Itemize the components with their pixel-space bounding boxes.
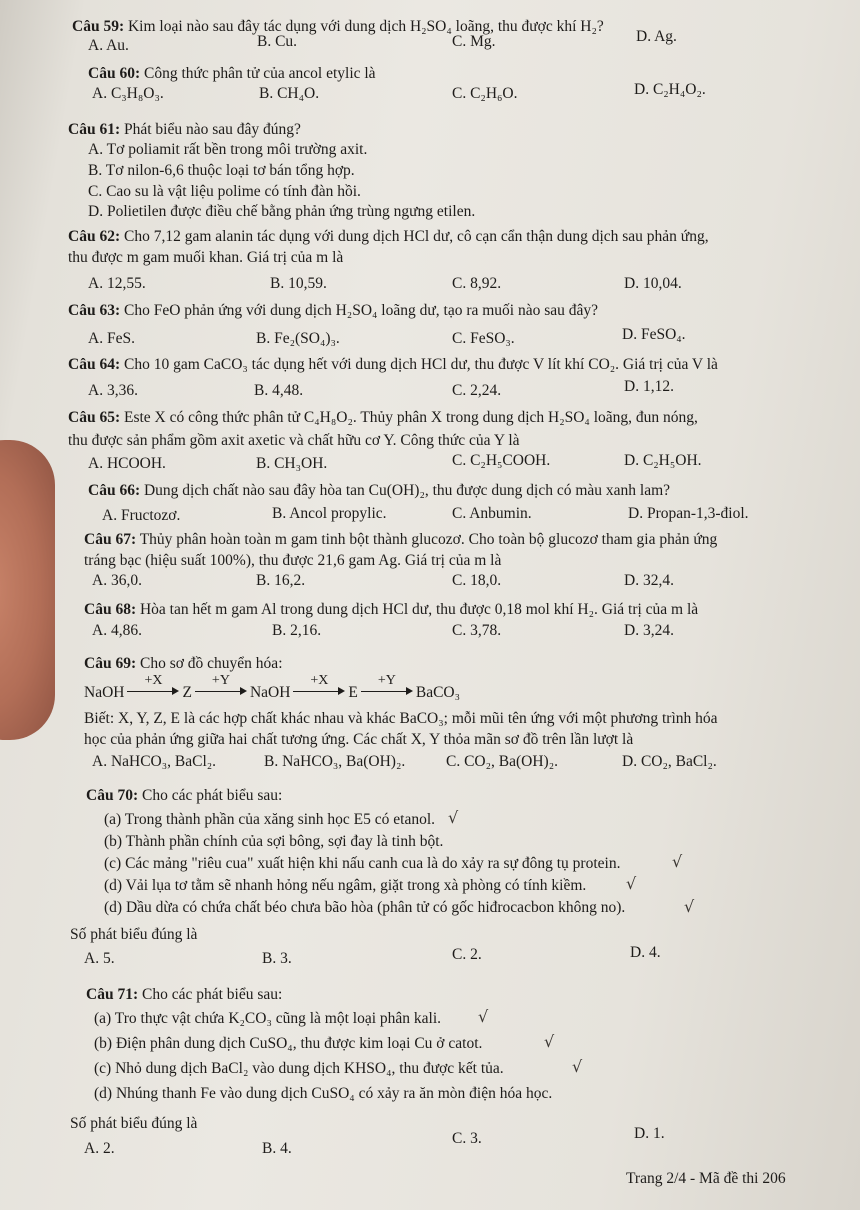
question-text: Este X có công thức phân tử C₄H₈O₂. Thủy phân X trong dung dịch H₂SO₄ loãng, đun nóng, bbox=[123, 409, 698, 426]
question-67 bbox=[84, 531, 717, 549]
question-number: Câu 59: bbox=[72, 18, 125, 35]
option-c: C. Anbumin. bbox=[452, 505, 532, 522]
handwritten-checkmark: √ bbox=[572, 1057, 583, 1076]
scheme-species: Z bbox=[182, 684, 192, 701]
page-footer: Trang 2/4 - Mã đề thi 206 bbox=[626, 1170, 786, 1187]
reaction-arrow bbox=[195, 673, 247, 699]
option-b: B. 4. bbox=[262, 1140, 292, 1157]
question-69-continued: học của phản ứng giữa hai chất tương ứng. Các chất X, Y thỏa mãn sơ đồ trên lần lượt là bbox=[84, 731, 634, 748]
option-b: B. CH₄O. bbox=[259, 85, 320, 102]
handwritten-checkmark: √ bbox=[626, 874, 637, 893]
question-number: Câu 66: bbox=[88, 482, 141, 499]
option-d: D. FeSO₄. bbox=[622, 326, 686, 343]
statement-d: (d) Vải lụa tơ tằm sẽ nhanh hỏng nếu ngâm, giặt trong xà phòng có tính kiềm. bbox=[104, 877, 587, 894]
option-c: C. 3. bbox=[452, 1130, 482, 1147]
question-text: Dung dịch chất nào sau đây hòa tan Cu(OH)₂, thu được dung dịch có màu xanh lam? bbox=[143, 482, 671, 499]
scheme-species: E bbox=[348, 684, 358, 701]
option-c: C. 3,78. bbox=[452, 622, 502, 639]
scheme-species: BaCO₃ bbox=[415, 684, 461, 701]
handwritten-checkmark: √ bbox=[478, 1007, 489, 1026]
option-d: D. Propan-1,3-điol. bbox=[628, 505, 749, 522]
option-d: D. Polietilen được điều chế bằng phản ứng trùng ngưng etilen. bbox=[88, 203, 476, 220]
option-d: D. CO₂, BaCl₂. bbox=[622, 753, 717, 770]
question-text: Cho 7,12 gam alanin tác dụng với dung dịch HCl dư, cô cạn cẩn thận dung dịch sau phản ứng, bbox=[123, 228, 709, 245]
option-a: A. NaHCO₃, BaCl₂. bbox=[92, 753, 217, 770]
option-c: C. C₂H₅COOH. bbox=[452, 452, 551, 469]
question-text: Hòa tan hết m gam Al trong dung dịch HCl dư, thu được 0,18 mol khí H₂. Giá trị của m là bbox=[139, 601, 699, 618]
option-b: B. 16,2. bbox=[256, 572, 306, 589]
option-c: C. 2,24. bbox=[452, 382, 502, 399]
option-c: C. Cao su là vật liệu polime có tính đàn hồi. bbox=[88, 183, 361, 200]
question-text: Cho 10 gam CaCO₃ tác dụng hết với dung dịch HCl dư, thu được V lít khí CO₂. Giá trị của V là bbox=[123, 356, 718, 373]
statement-a: (a) Tro thực vật chứa K₂CO₃ cũng là một loại phân kali. bbox=[94, 1010, 442, 1027]
option-d: D. 32,4. bbox=[624, 572, 674, 589]
option-c: C. C₂H₆O. bbox=[452, 85, 518, 102]
question-63 bbox=[68, 302, 598, 320]
question-71-ask: Số phát biểu đúng là bbox=[70, 1115, 198, 1132]
question-61 bbox=[68, 121, 301, 139]
question-text: Phát biểu nào sau đây đúng? bbox=[123, 121, 301, 138]
question-65 bbox=[68, 409, 698, 427]
question-number: Câu 65: bbox=[68, 409, 121, 426]
option-a: A. 4,86. bbox=[92, 622, 142, 639]
option-d: D. 3,24. bbox=[624, 622, 674, 639]
option-b: B. 4,48. bbox=[254, 382, 304, 399]
statement-c: (c) Nhỏ dung dịch BaCl₂ vào dung dịch KHSO₄, thu được kết tủa. bbox=[94, 1060, 504, 1077]
option-d: D. 4. bbox=[630, 944, 661, 961]
conversion-scheme bbox=[84, 673, 461, 702]
question-text: Kim loại nào sau đây tác dụng với dung dịch H₂SO₄ loãng, thu được khí H₂? bbox=[127, 18, 604, 35]
option-d: D. 1. bbox=[634, 1125, 665, 1142]
option-d: D. Ag. bbox=[636, 28, 677, 45]
handwritten-checkmark: √ bbox=[448, 808, 459, 827]
scheme-species: NaOH bbox=[249, 684, 291, 701]
question-text: Cho các phát biểu sau: bbox=[141, 787, 283, 804]
question-number: Câu 68: bbox=[84, 601, 137, 618]
question-number: Câu 62: bbox=[68, 228, 121, 245]
question-number: Câu 64: bbox=[68, 356, 121, 373]
option-c: C. 2. bbox=[452, 946, 482, 963]
question-number: Câu 63: bbox=[68, 302, 121, 319]
statement-e: (d) Dầu dừa có chứa chất béo chưa bão hòa (phân tử có gốc hiđrocacbon không no). bbox=[104, 899, 626, 916]
option-d: D. 10,04. bbox=[624, 275, 682, 292]
statement-d: (d) Nhúng thanh Fe vào dung dịch CuSO₄ có xảy ra ăn mòn điện hóa học. bbox=[94, 1085, 553, 1102]
reaction-arrow bbox=[361, 673, 413, 699]
question-text: Cho FeO phản ứng với dung dịch H₂SO₄ loãng dư, tạo ra muối nào sau đây? bbox=[123, 302, 599, 319]
option-b: B. 10,59. bbox=[270, 275, 327, 292]
handwritten-checkmark: √ bbox=[544, 1032, 555, 1051]
statement-c: (c) Các mảng "riêu cua" xuất hiện khi nấu canh cua là do xảy ra sự đông tụ protein. bbox=[104, 855, 621, 872]
option-d: D. C₂H₄O₂. bbox=[634, 81, 706, 98]
arrow-label: +X bbox=[310, 673, 329, 688]
question-59 bbox=[72, 18, 604, 36]
option-a: A. 12,55. bbox=[88, 275, 146, 292]
statement-a: (a) Trong thành phần của xăng sinh học E5 có etanol. bbox=[104, 811, 436, 828]
question-number: Câu 71: bbox=[86, 986, 139, 1003]
question-number: Câu 60: bbox=[88, 65, 141, 82]
reaction-arrow bbox=[127, 673, 179, 699]
arrow-label: +X bbox=[144, 673, 163, 688]
question-64 bbox=[68, 356, 718, 374]
question-66 bbox=[88, 482, 670, 500]
question-number: Câu 69: bbox=[84, 655, 137, 672]
question-text: Công thức phân tử của ancol etylic là bbox=[143, 65, 376, 82]
option-c: C. 18,0. bbox=[452, 572, 502, 589]
question-69-condition: Biết: X, Y, Z, E là các hợp chất khác nhau và khác BaCO₃; mỗi mũi tên ứng với một phương trình hóa bbox=[84, 710, 718, 727]
handwritten-checkmark: √ bbox=[672, 852, 683, 871]
option-b: B. Ancol propylic. bbox=[272, 505, 387, 522]
option-c: C. FeSO₃. bbox=[452, 330, 515, 347]
handwritten-checkmark: √ bbox=[684, 897, 695, 916]
question-65-continued: thu được sản phẩm gồm axit axetic và chất hữu cơ Y. Công thức của Y là bbox=[68, 432, 520, 449]
arrow-label: +Y bbox=[377, 673, 396, 688]
question-70 bbox=[86, 787, 282, 805]
option-c: C. 8,92. bbox=[452, 275, 502, 292]
statement-b: (b) Thành phần chính của sợi bông, sợi đay là tinh bột. bbox=[104, 833, 444, 850]
option-a: A. 36,0. bbox=[92, 572, 142, 589]
option-a: A. Tơ poliamit rất bền trong môi trường axit. bbox=[88, 141, 368, 158]
option-c: C. Mg. bbox=[452, 33, 496, 50]
option-a: A. FeS. bbox=[88, 330, 135, 347]
option-b: B. Fe₂(SO₄)₃. bbox=[256, 330, 340, 347]
statement-b: (b) Điện phân dung dịch CuSO₄, thu được kim loại Cu ở catot. bbox=[94, 1035, 483, 1052]
option-a: A. Au. bbox=[88, 37, 129, 54]
option-b: B. Cu. bbox=[257, 33, 298, 50]
option-a: A. 5. bbox=[84, 950, 115, 967]
question-number: Câu 67: bbox=[84, 531, 137, 548]
question-69 bbox=[84, 655, 283, 673]
option-b: B. Tơ nilon-6,6 thuộc loại tơ bán tổng hợp. bbox=[88, 162, 355, 179]
question-71 bbox=[86, 986, 282, 1004]
question-60 bbox=[88, 65, 376, 83]
question-number: Câu 61: bbox=[68, 121, 121, 138]
question-70-ask: Số phát biểu đúng là bbox=[70, 926, 198, 943]
option-d: D. 1,12. bbox=[624, 378, 674, 395]
option-a: A. 3,36. bbox=[88, 382, 138, 399]
question-text: Thủy phân hoàn toàn m gam tinh bột thành glucozơ. Cho toàn bộ glucozơ tham gia phản ứng bbox=[139, 531, 718, 548]
option-b: B. 2,16. bbox=[272, 622, 322, 639]
arrow-label: +Y bbox=[211, 673, 230, 688]
option-a: A. C₃H₈O₃. bbox=[92, 85, 164, 102]
option-b: B. NaHCO₃, Ba(OH)₂. bbox=[264, 753, 406, 770]
question-68 bbox=[84, 601, 698, 619]
option-d: D. C₂H₅OH. bbox=[624, 452, 702, 469]
question-text: Cho các phát biểu sau: bbox=[141, 986, 283, 1003]
question-number: Câu 70: bbox=[86, 787, 139, 804]
scheme-species: NaOH bbox=[84, 684, 125, 701]
question-62-continued: thu được m gam muối khan. Giá trị của m là bbox=[68, 249, 344, 266]
question-text: Cho sơ đồ chuyển hóa: bbox=[139, 655, 283, 672]
option-b: B. 3. bbox=[262, 950, 292, 967]
option-b: B. CH₃OH. bbox=[256, 455, 328, 472]
option-a: A. HCOOH. bbox=[88, 455, 166, 472]
reaction-arrow bbox=[293, 673, 345, 699]
question-62 bbox=[68, 228, 709, 246]
option-c: C. CO₂, Ba(OH)₂. bbox=[446, 753, 558, 770]
option-a: A. 2. bbox=[84, 1140, 115, 1157]
option-a: A. Fructozơ. bbox=[102, 507, 181, 524]
question-67-continued: tráng bạc (hiệu suất 100%), thu được 21,6 gam Ag. Giá trị của m là bbox=[84, 552, 502, 569]
